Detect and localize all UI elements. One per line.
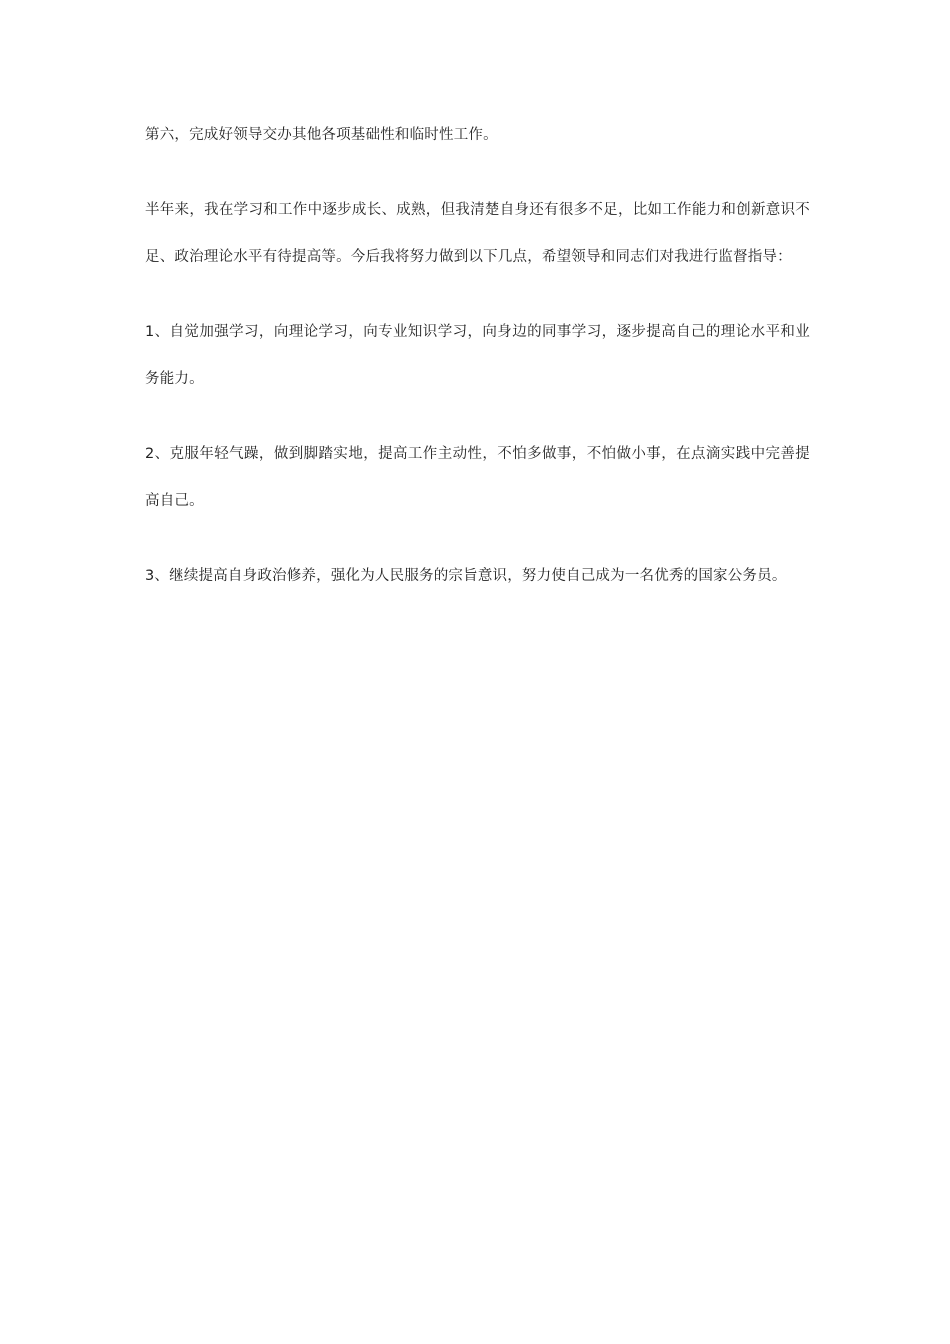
paragraph-plan-item-1: 1、自觉加强学习，向理论学习，向专业知识学习，向身边的同事学习，逐步提高自己的理论水平和业务能力。 bbox=[145, 324, 810, 387]
paragraph-plan-item-3: 3、继续提高自身政治修养，强化为人民服务的宗旨意识，努力使自己成为一名优秀的国家公务员。 bbox=[145, 568, 787, 584]
paragraph-plan-item-2: 2、克服年轻气躁，做到脚踏实地，提高工作主动性，不怕多做事，不怕做小事，在点滴实践中完善提高自己。 bbox=[145, 446, 810, 509]
document-body bbox=[145, 112, 810, 600]
paragraph-half-year-summary: 半年来，我在学习和工作中逐步成长、成熟，但我清楚自身还有很多不足，比如工作能力和创新意识不足、政治理论水平有待提高等。今后我将努力做到以下几点，希望领导和同志们对我进行监督指导： bbox=[145, 202, 810, 265]
paragraph-task-six: 第六，完成好领导交办其他各项基础性和临时性工作。 bbox=[145, 127, 498, 143]
